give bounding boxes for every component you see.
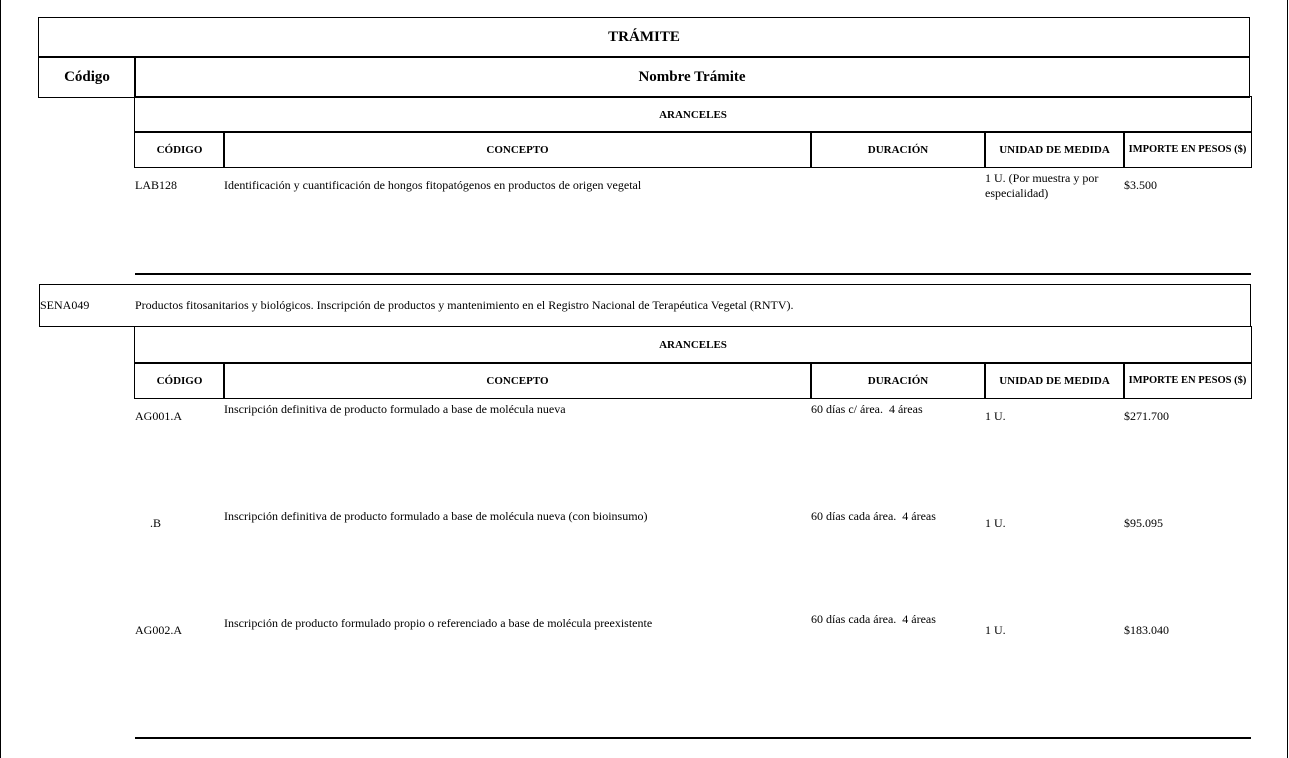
col-amount-header-1: IMPORTE EN PESOS ($) — [1123, 131, 1252, 168]
code-header: Código — [64, 68, 110, 85]
section-divider-1 — [135, 273, 1251, 275]
page-right-border — [1287, 0, 1288, 758]
col-duration-header-1: DURACIÓN — [810, 131, 986, 168]
aranceles-label-1: ARANCELES — [659, 108, 727, 121]
name-header-box — [134, 56, 1250, 98]
row-duration: 60 días cada área. 4 áreas — [811, 509, 936, 523]
col-unit-header-1: UNIDAD DE MEDIDA — [984, 131, 1125, 168]
tramite-name: Productos fitosanitarios y biológicos. Inscripción de productos y mantenimiento en el Registro Nacional de Terapéutica Vegetal (RNTV). — [135, 298, 794, 312]
tramite-row-box — [39, 284, 1251, 327]
col-concept-header-2: CONCEPTO — [223, 362, 812, 399]
col-unit-header-2: UNIDAD DE MEDIDA — [984, 362, 1125, 399]
row-unit: 1 U. — [985, 409, 1006, 423]
row-amount: $3.500 — [1124, 178, 1157, 192]
row-concept: Inscripción definitiva de producto formulado a base de molécula nueva — [224, 402, 566, 416]
aranceles-box-2 — [134, 326, 1252, 364]
row-unit: 1 U. — [985, 623, 1006, 637]
aranceles-box-1 — [134, 96, 1252, 133]
row-concept: Inscripción de producto formulado propio o referenciado a base de molécula preexistente — [224, 616, 653, 630]
row-code: AG002.A — [135, 623, 182, 637]
tramite-title: TRÁMITE — [608, 29, 680, 45]
name-header: Nombre Trámite — [638, 68, 746, 85]
tramite-title-box — [38, 17, 1250, 58]
col-duration-header-2: DURACIÓN — [810, 362, 986, 399]
row-duration: 60 días c/ área. 4 áreas — [811, 402, 923, 416]
row-concept: Inscripción definitiva de producto formulado a base de molécula nueva (con bioinsumo) — [224, 509, 648, 523]
row-amount: $271.700 — [1124, 409, 1169, 423]
section-divider-2 — [135, 737, 1251, 739]
row-code: .B — [150, 516, 162, 530]
row-amount: $183.040 — [1124, 623, 1169, 637]
page-left-border — [0, 0, 1, 758]
row-unit: 1 U. (Por muestra y por especialidad) — [985, 171, 1099, 200]
col-code-header-1: CÓDIGO — [134, 131, 225, 168]
aranceles-label-2: ARANCELES — [659, 339, 727, 351]
col-amount-header-2: IMPORTE EN PESOS ($) — [1123, 362, 1252, 399]
row-amount: $95.095 — [1124, 516, 1163, 530]
row-duration: 60 días cada área. 4 áreas — [811, 612, 936, 626]
col-concept-header-1: CONCEPTO — [223, 131, 812, 168]
row-unit: 1 U. — [985, 516, 1006, 530]
row-concept: Identificación y cuantificación de hongos fitopatógenos en productos de origen vegetal — [224, 178, 642, 192]
col-code-header-2: CÓDIGO — [134, 362, 225, 399]
code-header-box — [38, 56, 136, 98]
row-code: AG001.A — [135, 409, 182, 423]
row-code: LAB128 — [135, 178, 177, 192]
tramite-code: SENA049 — [40, 298, 90, 312]
